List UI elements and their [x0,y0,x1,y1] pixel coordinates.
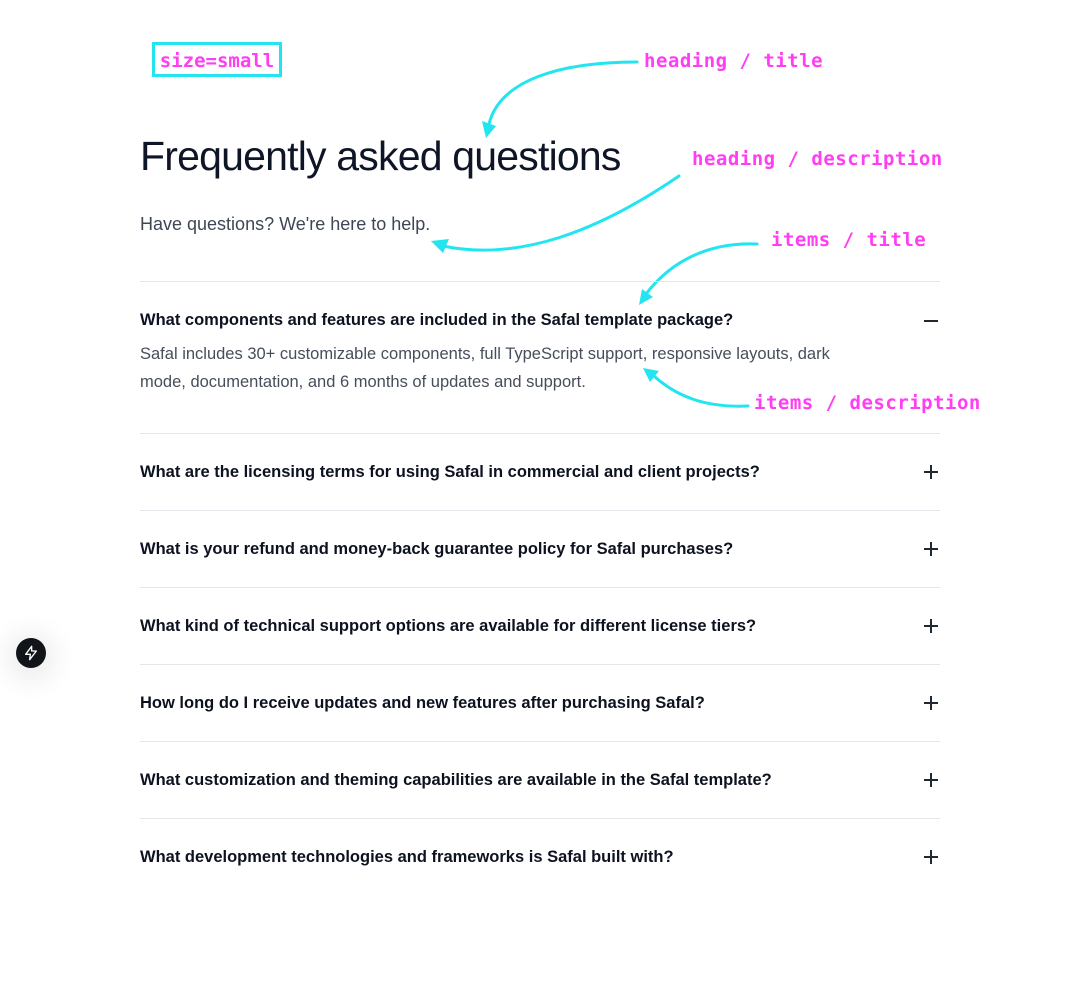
faq-accordion [140,281,940,895]
faq-item [140,818,940,895]
faq-item-title: What components and features are included in the Safal template package? [140,311,734,329]
faq-item-description: Safal includes 30+ customizable components, full TypeScript support, responsive layouts, dark mode, documentation, and 6 months of updates and support. [140,345,830,391]
faq-item [140,664,940,741]
faq-item-header[interactable] [140,588,940,664]
annotation-heading-title: heading / title [644,50,824,72]
faq-item-title: What customization and theming capabilities are available in the Safal template? [140,770,772,789]
arrow-heading-title [489,62,637,124]
plus-icon[interactable] [923,541,939,557]
arrow-heading-description [443,176,679,250]
minus-icon[interactable] [923,313,939,329]
faq-item-title: What is your refund and money-back guarantee policy for Safal purchases? [140,539,734,558]
faq-item [140,433,940,510]
faq-item-title: What development technologies and frameworks is Safal built with? [140,847,674,866]
plus-icon[interactable] [923,772,939,788]
faq-title: Frequently asked questions [140,133,621,179]
faq-item-title: What kind of technical support options are available for different license tiers? [140,616,757,635]
faq-item [140,741,940,818]
faq-description: Have questions? We're here to help. [140,214,431,234]
annotation-items-title: items / title [771,229,927,251]
faq-item-title: What are the licensing terms for using Safal in commercial and client projects? [140,462,760,481]
faq-item-header[interactable] [140,511,940,587]
plus-icon[interactable] [923,695,939,711]
faq-item-header[interactable] [140,819,940,895]
faq-item-header[interactable] [140,665,940,741]
plus-icon[interactable] [923,849,939,865]
faq-item [140,510,940,587]
floating-action-button[interactable] [16,638,46,668]
size-tag: size=small [152,42,282,77]
annotation-heading-description: heading / description [692,148,943,170]
faq-item [140,281,940,433]
faq-item-header[interactable] [140,742,940,818]
annotation-items-description: items / description [754,392,981,414]
faq-item [140,587,940,664]
faq-item-header[interactable] [140,434,940,510]
faq-item-title: How long do I receive updates and new features after purchasing Safal? [140,693,705,712]
plus-icon[interactable] [923,464,939,480]
lightning-bolt-icon [23,645,39,661]
plus-icon[interactable] [923,618,939,634]
